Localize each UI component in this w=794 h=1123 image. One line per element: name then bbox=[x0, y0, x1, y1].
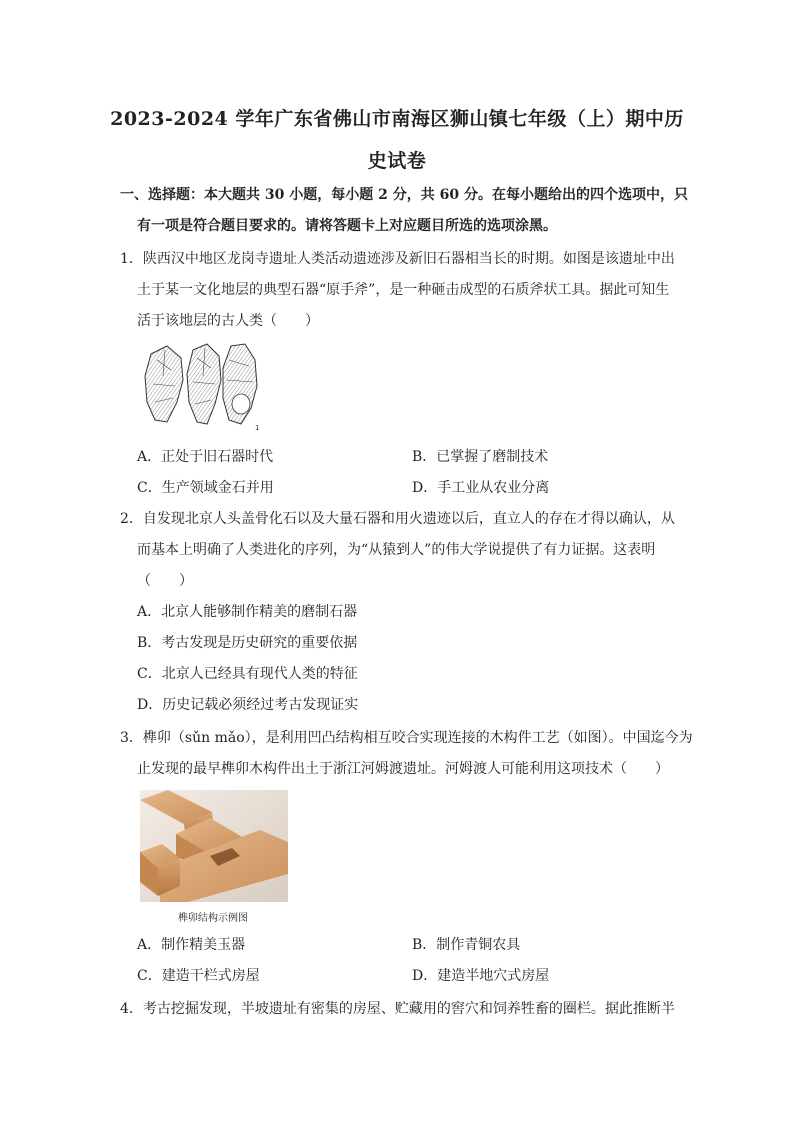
q1-option-c[interactable]: C．生产领域金石并用 bbox=[137, 480, 274, 496]
question-2-line-3: （ ） bbox=[137, 573, 193, 589]
q2-option-d[interactable]: D．历史记载必须经过考古发现证实 bbox=[137, 697, 359, 713]
q1-option-d[interactable]: D．手工业从农业分离 bbox=[412, 480, 550, 496]
q3-option-a[interactable]: A．制作精美玉器 bbox=[137, 937, 246, 953]
section-line-2: 有一项是符合题目要求的。请将答题卡上对应题目所选的选项涂黑。 bbox=[137, 218, 557, 234]
title-line-1: 2023-2024 学年广东省佛山市南海区狮山镇七年级（上）期中历 bbox=[110, 108, 684, 130]
section-line-1: 一、选择题：本大题共 30 小题，每小题 2 分，共 60 分。在每小题给出的四个选项中，只 bbox=[120, 187, 688, 203]
question-1-line-1: 1．陕西汉中地区龙岗寺遗址人类活动遗迹涉及新旧石器相当长的时期。如图是该遗址中出 bbox=[120, 251, 675, 267]
image-caption: 榫卯结构示例图 bbox=[178, 913, 248, 924]
q3-option-c[interactable]: C．建造干栏式房屋 bbox=[137, 968, 260, 984]
q2-option-c[interactable]: C．北京人已经具有现代人类的特征 bbox=[137, 666, 358, 682]
question-2-line-2: 而基本上明确了人类进化的序列，为“从猿到人”的伟大学说提供了有力证据。这表明 bbox=[137, 542, 656, 558]
question-2-line-1: 2．自发现北京人头盖骨化石以及大量石器和用火遗迹以后，直立人的存在才得以确认，从 bbox=[120, 511, 675, 527]
question-3-line-2: 止发现的最早榫卯木构件出土于浙江河姆渡遗址。河姆渡人可能利用这项技术（ ） bbox=[137, 761, 669, 777]
mortise-tenon-image bbox=[140, 790, 288, 902]
question-4-line-1: 4．考古挖掘发现，半坡遗址有密集的房屋、贮藏用的窖穴和饲养牲畜的圈栏。据此推断半 bbox=[120, 1001, 675, 1017]
image-figure-label: 1 bbox=[255, 424, 260, 432]
q3-option-b[interactable]: B．制作青铜农具 bbox=[412, 937, 521, 953]
question-1-line-3: 活于该地层的古人类（ ） bbox=[137, 313, 319, 329]
q1-option-b[interactable]: B．已掌握了磨制技术 bbox=[412, 449, 549, 465]
q3-option-d[interactable]: D．建造半地穴式房屋 bbox=[412, 968, 550, 984]
question-1-line-2: 土于某一文化地层的典型石器“原手斧”，是一种砸击成型的石质斧状工具。据此可知生 bbox=[137, 282, 670, 298]
title-line-2: 史试卷 bbox=[367, 150, 427, 172]
q1-option-a[interactable]: A．正处于旧石器时代 bbox=[137, 449, 274, 465]
q2-option-a[interactable]: A．北京人能够制作精美的磨制石器 bbox=[137, 604, 358, 620]
question-3-line-1: 3．榫卯（sǔn mǎo），是利用凹凸结构相互咬合实现连接的木构件工艺（如图）。中国迄今为 bbox=[120, 730, 693, 746]
stone-handaxe-image bbox=[137, 340, 262, 432]
q2-option-b[interactable]: B．考古发现是历史研究的重要依据 bbox=[137, 635, 358, 651]
